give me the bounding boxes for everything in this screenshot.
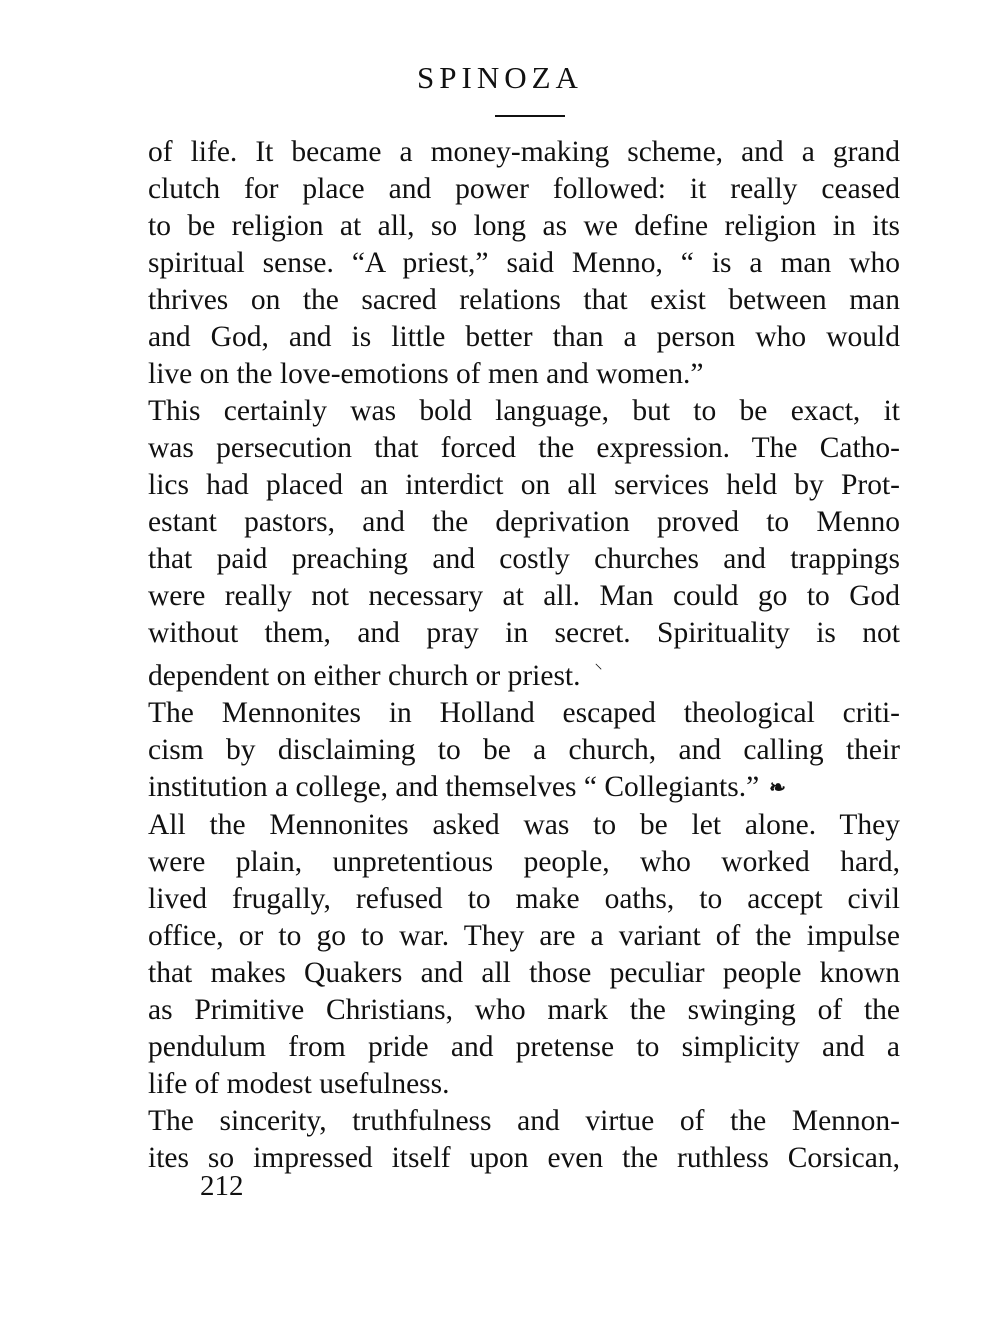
text-line-with-ornament (148, 769, 900, 807)
text-line: This certainly was bold language, but to be exact, it (148, 395, 900, 427)
page-number: 212 (200, 1170, 244, 1202)
text-line: lics had placed an interdict on all services held by Prot- (148, 469, 900, 501)
text-line: cism by disclaiming to be a church, and calling their (148, 734, 900, 766)
text-line: life of modest usefulness. (148, 1068, 450, 1100)
text-line: lived frugally, refused to make oaths, to accept civil (148, 883, 900, 915)
text-line: ites so impressed itself upon even the ruthless Corsican, (148, 1142, 900, 1174)
header-rule (495, 115, 565, 117)
text-line: clutch for place and power followed: it really ceased (148, 173, 900, 205)
body-text (148, 134, 900, 1177)
text-line: thrives on the sacred relations that exist between man (148, 284, 900, 316)
text-line: as Primitive Christians, who mark the swinging of the (148, 994, 900, 1026)
pencil-mark-icon: ⸌ (594, 662, 603, 679)
text-line: was persecution that forced the expression. The Catho- (148, 432, 900, 464)
text-line-content: dependent on either church or priest. (148, 660, 581, 692)
text-line: that makes Quakers and all those peculiar people known (148, 957, 900, 989)
text-line: The Mennonites in Holland escaped theological criti- (148, 697, 900, 729)
text-line: to be religion at all, so long as we define religion in its (148, 210, 900, 242)
text-line-content: institution a college, and themselves “ Collegiants.” (148, 771, 760, 803)
text-line: office, or to go to war. They are a variant of the impulse (148, 920, 900, 952)
text-line: without them, and pray in secret. Spirituality is not (148, 617, 900, 649)
text-line: spiritual sense. “A priest,” said Menno, “ is a man who (148, 247, 900, 279)
text-line: live on the love-emotions of men and women.” (148, 358, 704, 390)
text-line: The sincerity, truthfulness and virtue of the Mennon- (148, 1105, 900, 1137)
running-header: SPINOZA (417, 60, 583, 95)
fleuron-icon: ❧ (769, 777, 786, 799)
text-line: that paid preaching and costly churches and trappings (148, 543, 900, 575)
text-line: pendulum from pride and pretense to simplicity and a (148, 1031, 900, 1063)
text-line-with-mark (148, 652, 900, 695)
text-line: and God, and is little better than a person who would (148, 321, 900, 353)
text-line: estant pastors, and the deprivation proved to Menno (148, 506, 900, 538)
text-line: were really not necessary at all. Man could go to God (148, 580, 900, 612)
text-line: of life. It became a money-making scheme, and a grand (148, 136, 900, 168)
text-line: were plain, unpretentious people, who worked hard, (148, 846, 900, 878)
text-line: All the Mennonites asked was to be let alone. They (148, 809, 900, 841)
